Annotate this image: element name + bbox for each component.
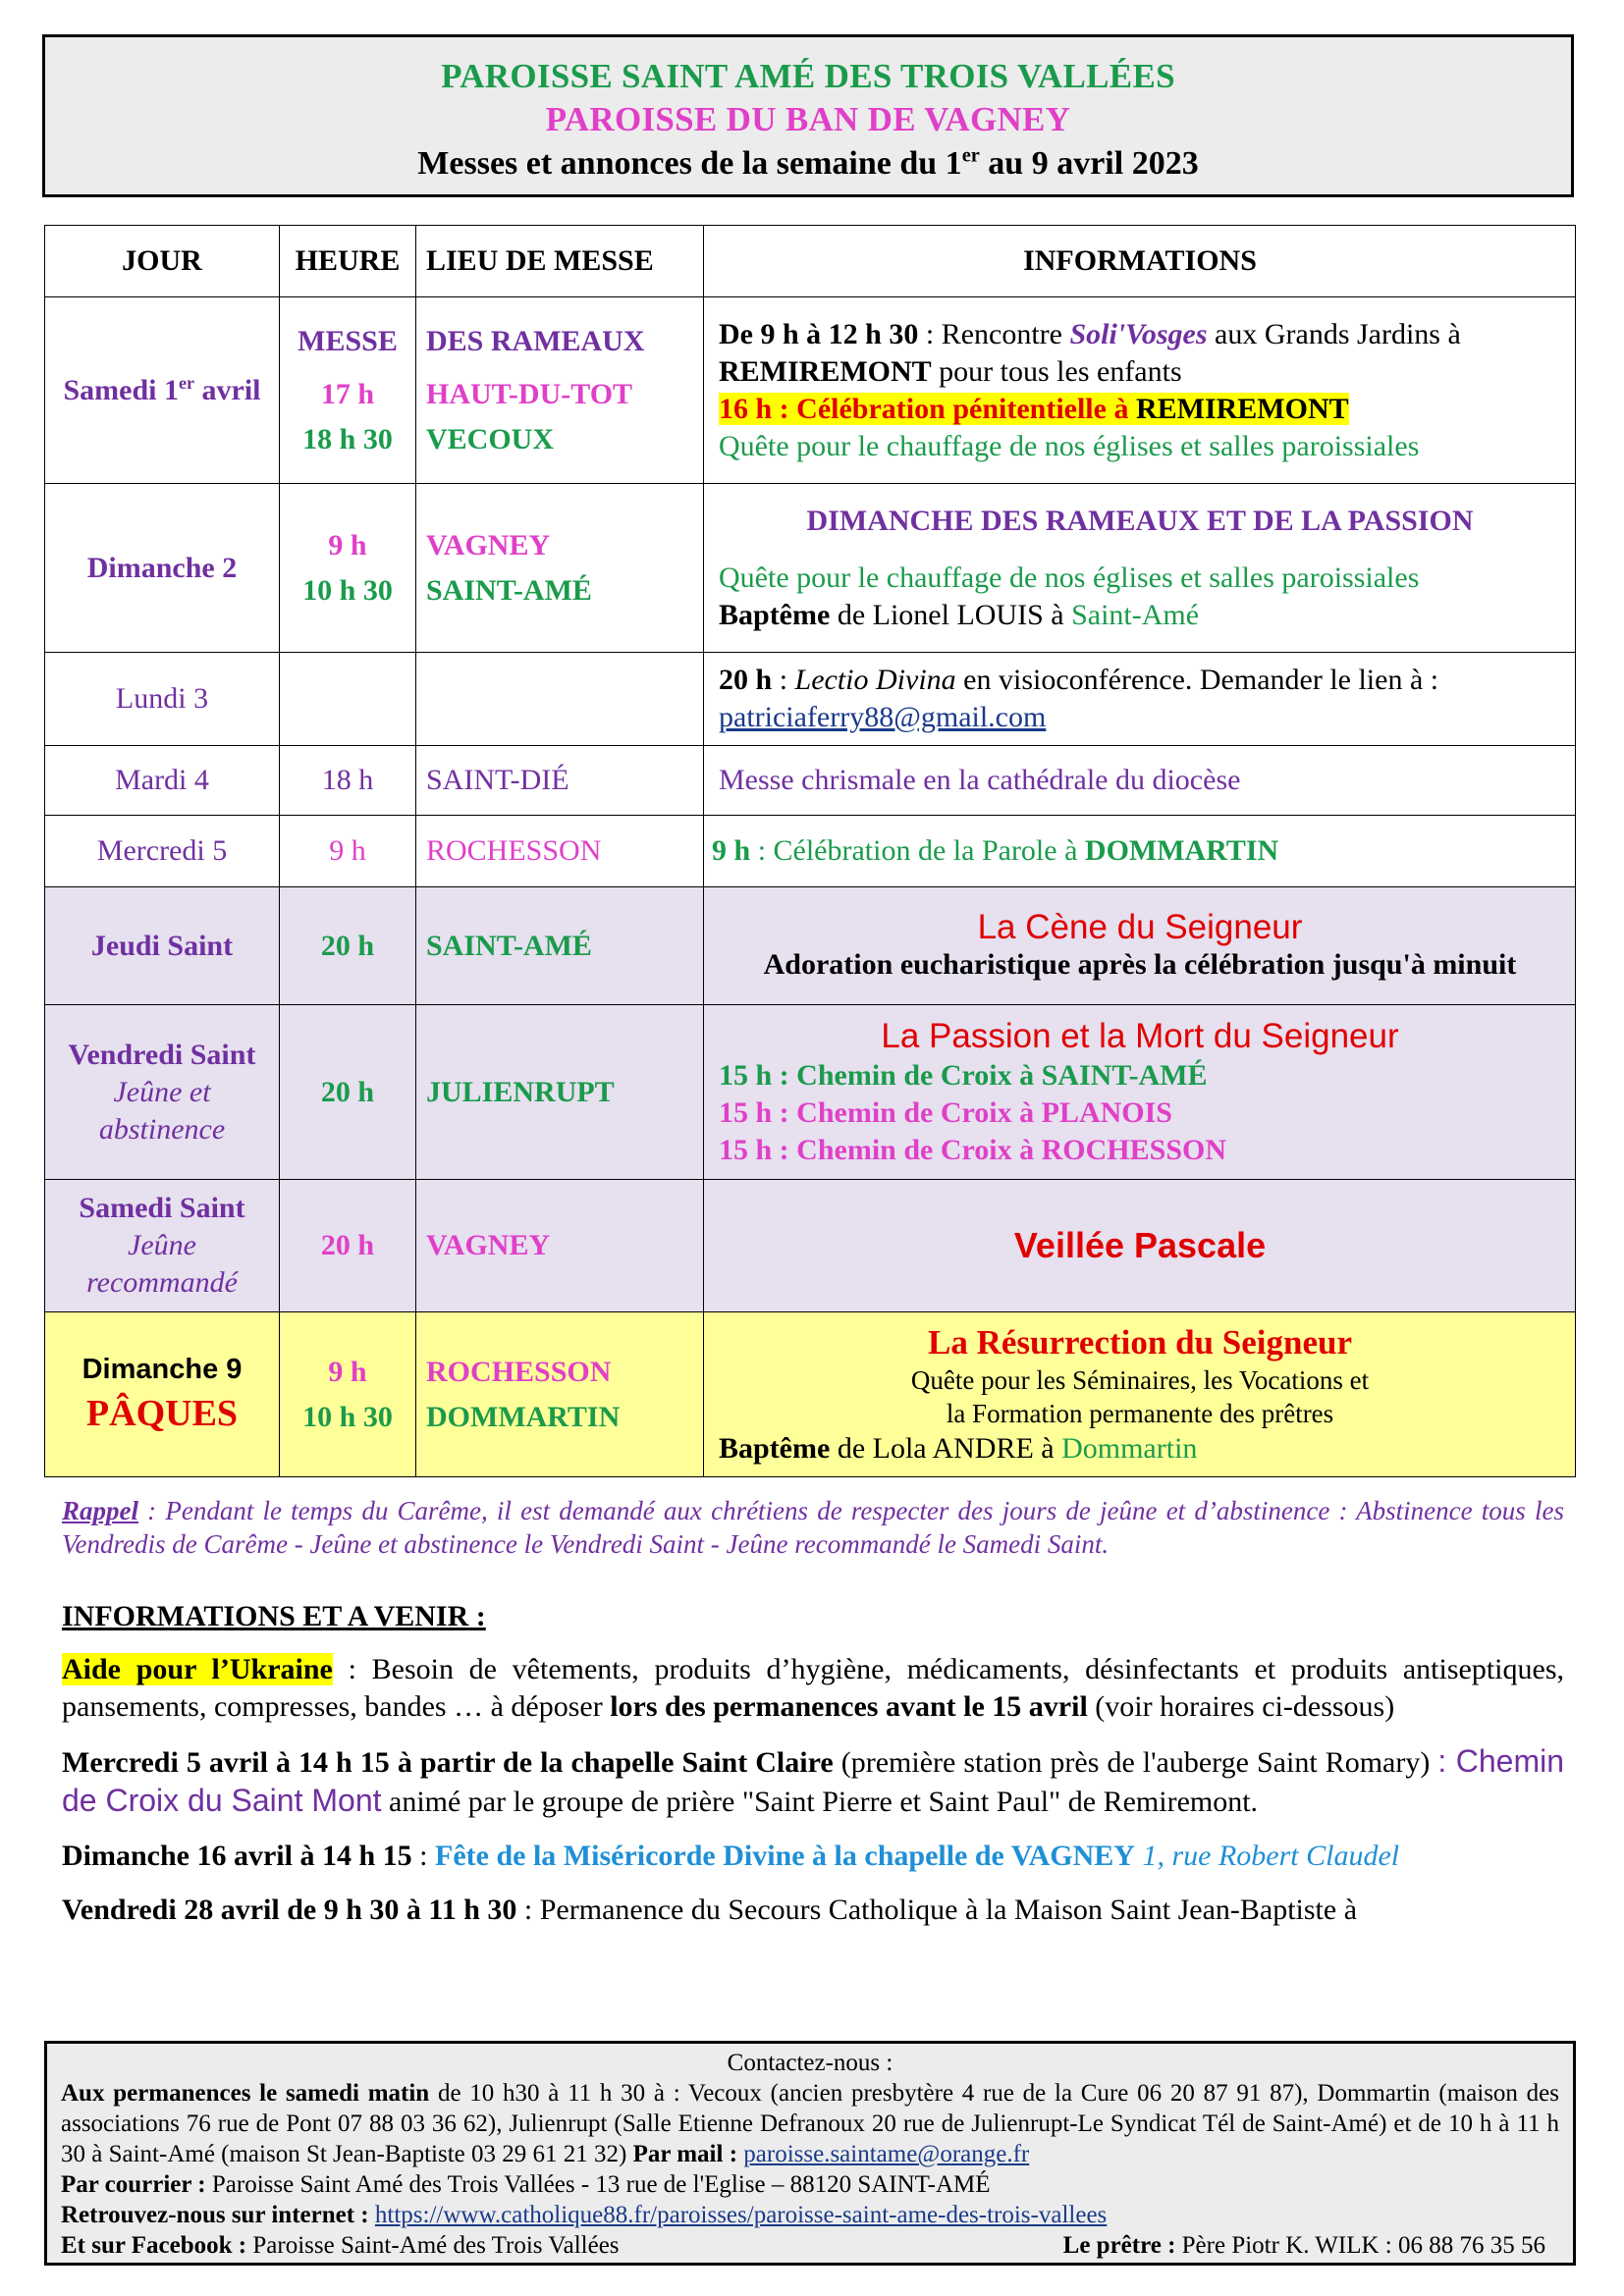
day-note: Jeûne et — [113, 1075, 211, 1108]
place-cell: JULIENRUPT — [416, 1005, 704, 1180]
info-line: Quête pour le chauffage de nos églises et salles paroissiales — [719, 429, 1420, 462]
table-row — [45, 1312, 1576, 1477]
info-place: REMIREMONT — [1135, 392, 1349, 425]
highlight-penitential — [719, 393, 1349, 425]
time-label: 10 h 30 — [302, 573, 393, 607]
day-note: Jeûne — [128, 1229, 196, 1261]
announcement-mercy — [62, 1838, 1564, 1875]
mercy-date: Dimanche 16 avril à 14 h 15 — [62, 1840, 412, 1872]
time-label: MESSE — [298, 324, 398, 357]
ukraine-text: : Besoin de vêtements, produits d’hygiène, médicaments, désinfectants et produits antiseptiques, pansements, compresses, bandes … à déposer — [62, 1653, 1565, 1723]
time-cell: 20 h — [280, 887, 416, 1005]
liturgy-title: DIMANCHE DES RAMEAUX ET DE LA PASSION — [806, 504, 1474, 537]
day-label-b: avril — [194, 373, 261, 406]
time-cell: 18 h — [280, 746, 416, 816]
liturgy-title: Veillée Pascale — [1013, 1225, 1267, 1265]
stations-title: : Chemin de Croix du Saint Mont — [62, 1743, 1565, 1818]
info-cell — [704, 297, 1576, 484]
announcements-title-colon: : — [468, 1600, 486, 1632]
day-label: Samedi Saint — [79, 1192, 245, 1224]
week-title-a: Messes et annonces de la semaine du 1 — [417, 145, 962, 182]
info-text: aux Grands Jardins à — [1207, 317, 1461, 350]
time-label: 10 h 30 — [302, 1400, 393, 1433]
day-cell: Mardi 4 — [45, 746, 280, 816]
day-cell — [45, 1312, 280, 1477]
time-cell: 20 h — [280, 1005, 416, 1180]
post-label: Par courrier : — [61, 2171, 206, 2198]
info-cell — [704, 653, 1576, 746]
contact-priest — [1063, 2230, 1545, 2261]
contact-title: Contactez-nous : — [727, 2050, 893, 2076]
info-place: REMIREMONT — [719, 354, 932, 388]
info-time: De 9 h à 12 h 30 — [719, 317, 919, 350]
time-cell — [280, 653, 416, 746]
week-title-sup: er — [961, 144, 980, 167]
info-text: en visioconférence. Demander le lien à : — [955, 664, 1439, 696]
easter-label: PÂQUES — [85, 1392, 239, 1434]
day-cell — [45, 1005, 280, 1180]
place-label: SAINT-AMÉ — [426, 573, 592, 607]
contact-last-row — [61, 2230, 1559, 2261]
time-cell — [280, 484, 416, 653]
time-label: 17 h — [320, 377, 375, 410]
col-header-time: HEURE — [280, 226, 416, 297]
info-line: Quête pour le chauffage de nos églises et salles paroissiales — [719, 561, 1420, 594]
table-row — [45, 297, 1576, 484]
info-line — [719, 1430, 1561, 1468]
info-line — [719, 316, 1561, 353]
info-line: la Formation permanente des prêtres — [946, 1398, 1334, 1428]
secours-date: Vendredi 28 avril de 9 h 30 à 11 h 30 — [62, 1894, 517, 1926]
liturgy-title: La Résurrection du Seigneur — [928, 1322, 1352, 1362]
table-row — [45, 484, 1576, 653]
announcement-ukraine — [62, 1651, 1564, 1726]
priest-label: Le prêtre : — [1062, 2232, 1176, 2259]
perm-label: Aux permanences le samedi matin — [61, 2080, 430, 2107]
place-label: HAUT-DU-TOT — [426, 377, 633, 410]
info-line: 15 h : Chemin de Croix à PLANOIS — [719, 1095, 1172, 1129]
mercy-address: 1, rue Robert Claudel — [1134, 1840, 1400, 1872]
day-cell: Lundi 3 — [45, 653, 280, 746]
email-link[interactable]: paroisse.saintame@orange.fr — [743, 2141, 1030, 2167]
time-cell — [280, 1312, 416, 1477]
ukraine-deadline: lors des permanences avant le 15 avril — [610, 1690, 1088, 1723]
reminder-label: Rappel — [62, 1496, 138, 1525]
time-cell: 9 h — [280, 816, 416, 887]
info-cell — [704, 1180, 1576, 1312]
table-row — [45, 746, 1576, 816]
time-label: 18 h 30 — [302, 422, 393, 455]
place-cell: SAINT-AMÉ — [416, 887, 704, 1005]
day-cell: Dimanche 2 — [45, 484, 280, 653]
place-cell — [416, 297, 704, 484]
info-event: Lectio Divina — [794, 664, 956, 696]
col-header-info: INFORMATIONS — [704, 226, 1576, 297]
place-cell: SAINT-DIÉ — [416, 746, 704, 816]
mercy-title: Fête de la Miséricorde Divine à la chapelle de VAGNEY — [435, 1840, 1135, 1872]
info-text: : Rencontre — [918, 317, 1070, 350]
info-place: DOMMARTIN — [1084, 834, 1279, 867]
post-address: Paroisse Saint Amé des Trois Vallées - 13 rue de l'Eglise – 88120 SAINT-AMÉ — [205, 2171, 991, 2198]
info-cell — [704, 887, 1576, 1005]
day-label: Dimanche 9 — [81, 1353, 243, 1385]
info-line: 15 h : Chemin de Croix à ROCHESSON — [719, 1133, 1227, 1166]
time-label: 9 h — [328, 528, 367, 561]
priest-info: Père Piotr K. WILK : 06 88 76 35 56 — [1175, 2232, 1545, 2259]
liturgy-title: La Passion et la Mort du Seigneur — [881, 1016, 1399, 1055]
ukraine-note: (voir horaires ci-dessous) — [1087, 1690, 1395, 1723]
day-label: Samedi 1 — [63, 373, 180, 406]
info-time: 20 h — [719, 664, 773, 696]
info-line — [719, 353, 1561, 391]
contact-box — [44, 2041, 1576, 2266]
info-text: de Lionel LOUIS à — [830, 598, 1072, 631]
mass-schedule-table — [44, 225, 1576, 1477]
info-line: Quête pour les Séminaires, les Vocations et — [910, 1364, 1370, 1395]
info-event: Soli'Vosges — [1069, 317, 1208, 350]
mail-label: Par mail : — [632, 2141, 738, 2167]
info-place: Dommartin — [1061, 1431, 1198, 1465]
info-line — [719, 662, 1561, 699]
table-row — [45, 1180, 1576, 1312]
announcements — [62, 1598, 1564, 1946]
mercy-sep: : — [411, 1840, 436, 1872]
parish-title-2: PAROISSE DU BAN DE VAGNEY — [545, 100, 1071, 138]
info-time: 9 h — [712, 834, 751, 867]
place-label: DOMMARTIN — [426, 1400, 621, 1433]
info-cell — [704, 1005, 1576, 1180]
day-note: abstinence — [98, 1112, 226, 1146]
announcements-title-text: INFORMATIONS ET A VENIR — [62, 1600, 469, 1632]
info-cell — [704, 1312, 1576, 1477]
info-label: Baptême — [719, 1431, 831, 1465]
website-link[interactable]: https://www.catholique88.fr/paroisses/paroisse-saint-ame-des-trois-vallees — [374, 2202, 1108, 2228]
place-cell: VAGNEY — [416, 1180, 704, 1312]
day-note: recommandé — [86, 1266, 238, 1299]
place-cell — [416, 653, 704, 746]
info-line — [719, 391, 1561, 428]
place-cell: ROCHESSON — [416, 816, 704, 887]
liturgy-title: La Cène du Seigneur — [977, 907, 1303, 946]
info-line: 15 h : Chemin de Croix à SAINT-AMÉ — [719, 1058, 1208, 1092]
info-line: Adoration eucharistique après la célébration jusqu'à minuit — [763, 947, 1517, 981]
email-link[interactable]: patriciaferry88@gmail.com — [719, 701, 1047, 733]
info-text: pour tous les enfants — [931, 354, 1182, 388]
fb-label: Et sur Facebook : — [61, 2232, 247, 2259]
contact-facebook — [61, 2230, 620, 2261]
stations-text-b: animé par le groupe de prière "Saint Pierre et Saint Paul" de Remiremont. — [381, 1786, 1259, 1818]
info-cell: Messe chrismale en la cathédrale du diocèse — [704, 746, 1576, 816]
day-cell — [45, 1180, 280, 1312]
web-label: Retrouvez-nous sur internet : — [61, 2202, 369, 2228]
table-header-row — [45, 226, 1576, 297]
place-cell — [416, 1312, 704, 1477]
table-row — [45, 1005, 1576, 1180]
place-label: VAGNEY — [426, 528, 551, 561]
announcement-secours — [62, 1892, 1564, 1929]
perm-text: de 10 h30 à 11 h 30 à : Vecoux (ancien presbytère 4 rue de la Cure 06 20 87 91 87), Dommartin (maison des associations 76 rue de Pont 07 88 03 36 62), Julienrupt (Salle Etienne Defranoux 20 rue de Julienrupt-Le Syndicat Tél de Saint-Amé) et de 10 h à 11 h 30 à Saint-Amé (maison St Jean-Baptiste 03 29 61 21 32) — [61, 2080, 1559, 2167]
time-cell — [280, 297, 416, 484]
col-header-day: JOUR — [45, 226, 280, 297]
time-label: 9 h — [328, 1355, 367, 1388]
lent-reminder — [62, 1494, 1564, 1561]
contact-permanences — [61, 2078, 1559, 2169]
secours-text: : Permanence du Secours Catholique à la Maison Saint Jean-Baptiste à — [516, 1894, 1358, 1926]
page-header — [42, 34, 1574, 197]
table-row — [45, 653, 1576, 746]
day-label: Vendredi Saint — [68, 1038, 256, 1071]
table-row — [45, 816, 1576, 887]
table-row — [45, 887, 1576, 1005]
info-text: : Célébration de la Parole à — [750, 834, 1085, 867]
place-label: ROCHESSON — [426, 1355, 612, 1388]
week-title — [45, 141, 1571, 187]
place-label: DES RAMEAUX — [426, 324, 645, 357]
day-cell: Jeudi Saint — [45, 887, 280, 1005]
contact-post — [61, 2169, 1559, 2200]
day-cell: Mercredi 5 — [45, 816, 280, 887]
parish-title-1: PAROISSE SAINT AMÉ DES TROIS VALLÉES — [441, 57, 1175, 95]
week-title-b: au 9 avril 2023 — [979, 145, 1199, 182]
info-label: Baptême — [719, 598, 831, 631]
reminder-text: : Pendant le temps du Carême, il est demandé aux chrétiens de respecter des jours de jeûne et d’abstinence : Abstinence tous les Vendredis de Carême - Jeûne et abstinence le Vendredi Saint - Jeûne recommandé le Samedi Saint. — [62, 1496, 1564, 1559]
stations-date: Mercredi 5 avril à 14 h 15 à partir de la chapelle Saint Claire — [62, 1746, 834, 1779]
info-cell — [704, 816, 1576, 887]
contact-web — [61, 2200, 1559, 2230]
info-line — [719, 597, 1561, 634]
place-label: VECOUX — [426, 422, 555, 455]
info-text: : — [772, 664, 795, 696]
fb-name: Paroisse Saint-Amé des Trois Vallées — [246, 2232, 620, 2259]
info-place: Saint-Amé — [1071, 598, 1200, 631]
col-header-place: LIEU DE MESSE — [416, 226, 704, 297]
info-text: 16 h : Célébration pénitentielle à — [719, 392, 1136, 425]
day-sup: er — [179, 372, 194, 393]
day-cell — [45, 297, 280, 484]
announcements-title — [62, 1598, 1564, 1635]
place-cell — [416, 484, 704, 653]
announcement-stations — [62, 1742, 1564, 1821]
time-cell: 20 h — [280, 1180, 416, 1312]
ukraine-label: Aide pour l’Ukraine — [62, 1653, 333, 1685]
info-cell — [704, 484, 1576, 653]
stations-text: (première station près de l'auberge Saint Romary) — [833, 1746, 1438, 1779]
info-text: de Lola ANDRE à — [830, 1431, 1062, 1465]
